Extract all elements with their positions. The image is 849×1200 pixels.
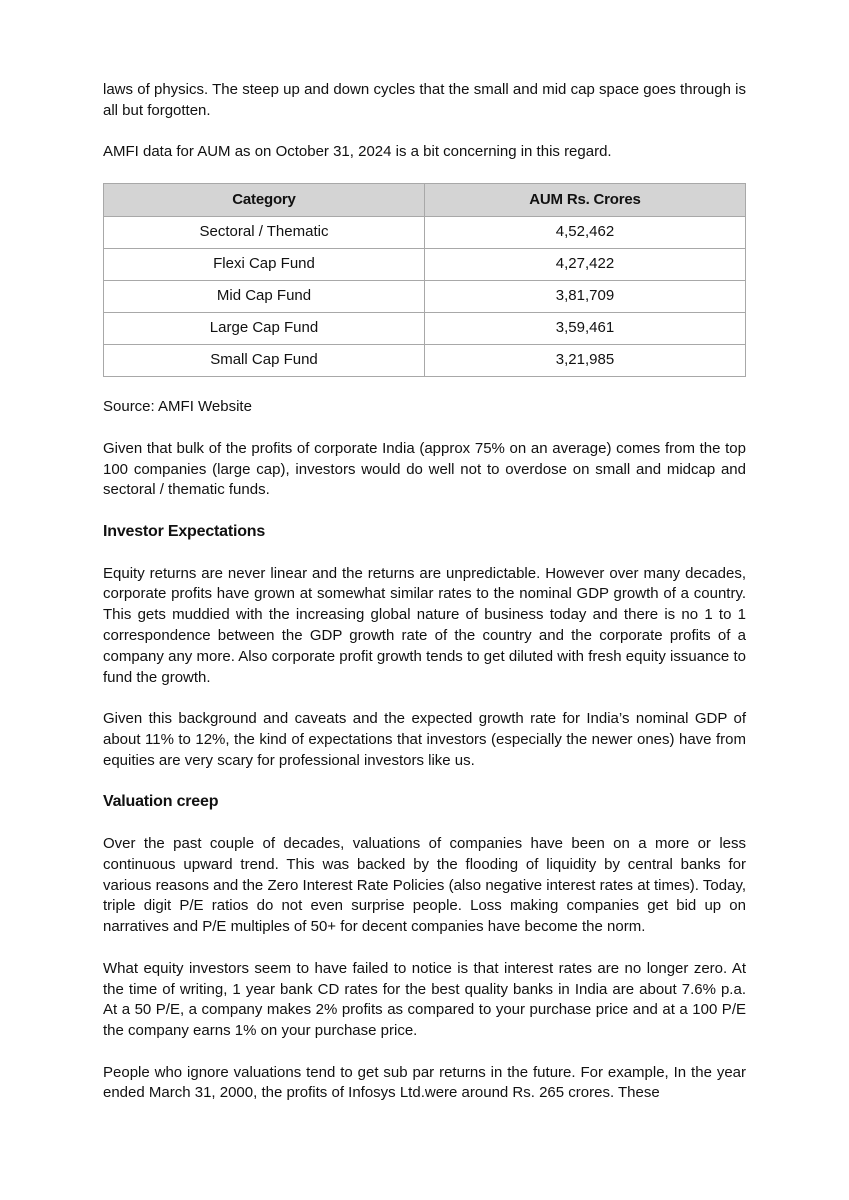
- table-row: [104, 313, 746, 345]
- paragraph: laws of physics. The steep up and down cycles that the small and mid cap space goes through is all but forgotten.: [103, 81, 746, 119]
- paragraph: Given that bulk of the profits of corporate India (approx 75% on an average) comes from the top 100 companies (large cap), investors would do well not to overdose on small and midcap and sectoral / thematic funds.: [103, 439, 746, 499]
- table-cell-category: Large Cap Fund: [104, 313, 425, 345]
- paragraph: AMFI data for AUM as on October 31, 2024 is a bit concerning in this regard.: [103, 143, 612, 161]
- paragraph: Equity returns are never linear and the returns are unpredictable. However over many decades, corporate profits have grown at somewhat similar rates to the nominal GDP growth of a country. This gets muddied with the increasing global nature of business today and there is no 1 to 1 correspondence between the GDP growth rate of the country and the corporate profits of a company any more. Also corporate profit growth tends to get diluted with fresh equity issuance to fund the growth.: [103, 564, 746, 686]
- paragraph: Over the past couple of decades, valuations of companies have been on a more or less continuous upward trend. This was backed by the flooding of liquidity by central banks for various reasons and the Zero Interest Rate Policies (also negative interest rates at times). Today, triple digit P/E ratios do not even surprise people. Loss making companies get bid up on narratives and P/E multiples of 50+ for decent companies have become the norm.: [103, 834, 746, 936]
- table-cell-category: Sectoral / Thematic: [104, 217, 425, 249]
- table-row: [104, 281, 746, 313]
- table-cell-aum: 4,27,422: [425, 249, 746, 281]
- table-cell-category: Flexi Cap Fund: [104, 249, 425, 281]
- paragraph: What equity investors seem to have failed to notice is that interest rates are no longer zero. At the time of writing, 1 year bank CD rates for the best quality banks in India are about 7.6% p.a. At a 50 P/E, a company makes 2% profits as compared to your purchase price and at a 100 P/E the company earns 1% on your purchase price.: [103, 959, 746, 1040]
- paragraph: People who ignore valuations tend to get sub par returns in the future. For example, In the year ended March 31, 2000, the profits of Infosys Ltd.were around Rs. 265 crores. These: [103, 1063, 746, 1102]
- table-cell-aum: 3,81,709: [425, 281, 746, 313]
- table-cell-aum: 3,59,461: [425, 313, 746, 345]
- table-cell-category: Small Cap Fund: [104, 345, 425, 377]
- table-header-category: Category: [104, 184, 425, 217]
- table-row: [104, 217, 746, 249]
- table-cell-aum: 4,52,462: [425, 217, 746, 249]
- section-heading-valuation-creep: Valuation creep: [103, 793, 219, 811]
- table-source: Source: AMFI Website: [103, 398, 252, 416]
- section-heading-investor-expectations: Investor Expectations: [103, 522, 266, 540]
- table-header-row: [104, 184, 746, 217]
- aum-table: [103, 183, 746, 377]
- document-body: [103, 80, 746, 1104]
- paragraph: Given this background and caveats and the expected growth rate for India’s nominal GDP of about 11% to 12%, the kind of expectations that investors (especially the newer ones) have from equities are very scary for professional investors like us.: [103, 710, 746, 769]
- table-cell-aum: 3,21,985: [425, 345, 746, 377]
- table-row: [104, 249, 746, 281]
- table-row: [104, 345, 746, 377]
- table-header-aum: AUM Rs. Crores: [425, 184, 746, 217]
- table-cell-category: Mid Cap Fund: [104, 281, 425, 313]
